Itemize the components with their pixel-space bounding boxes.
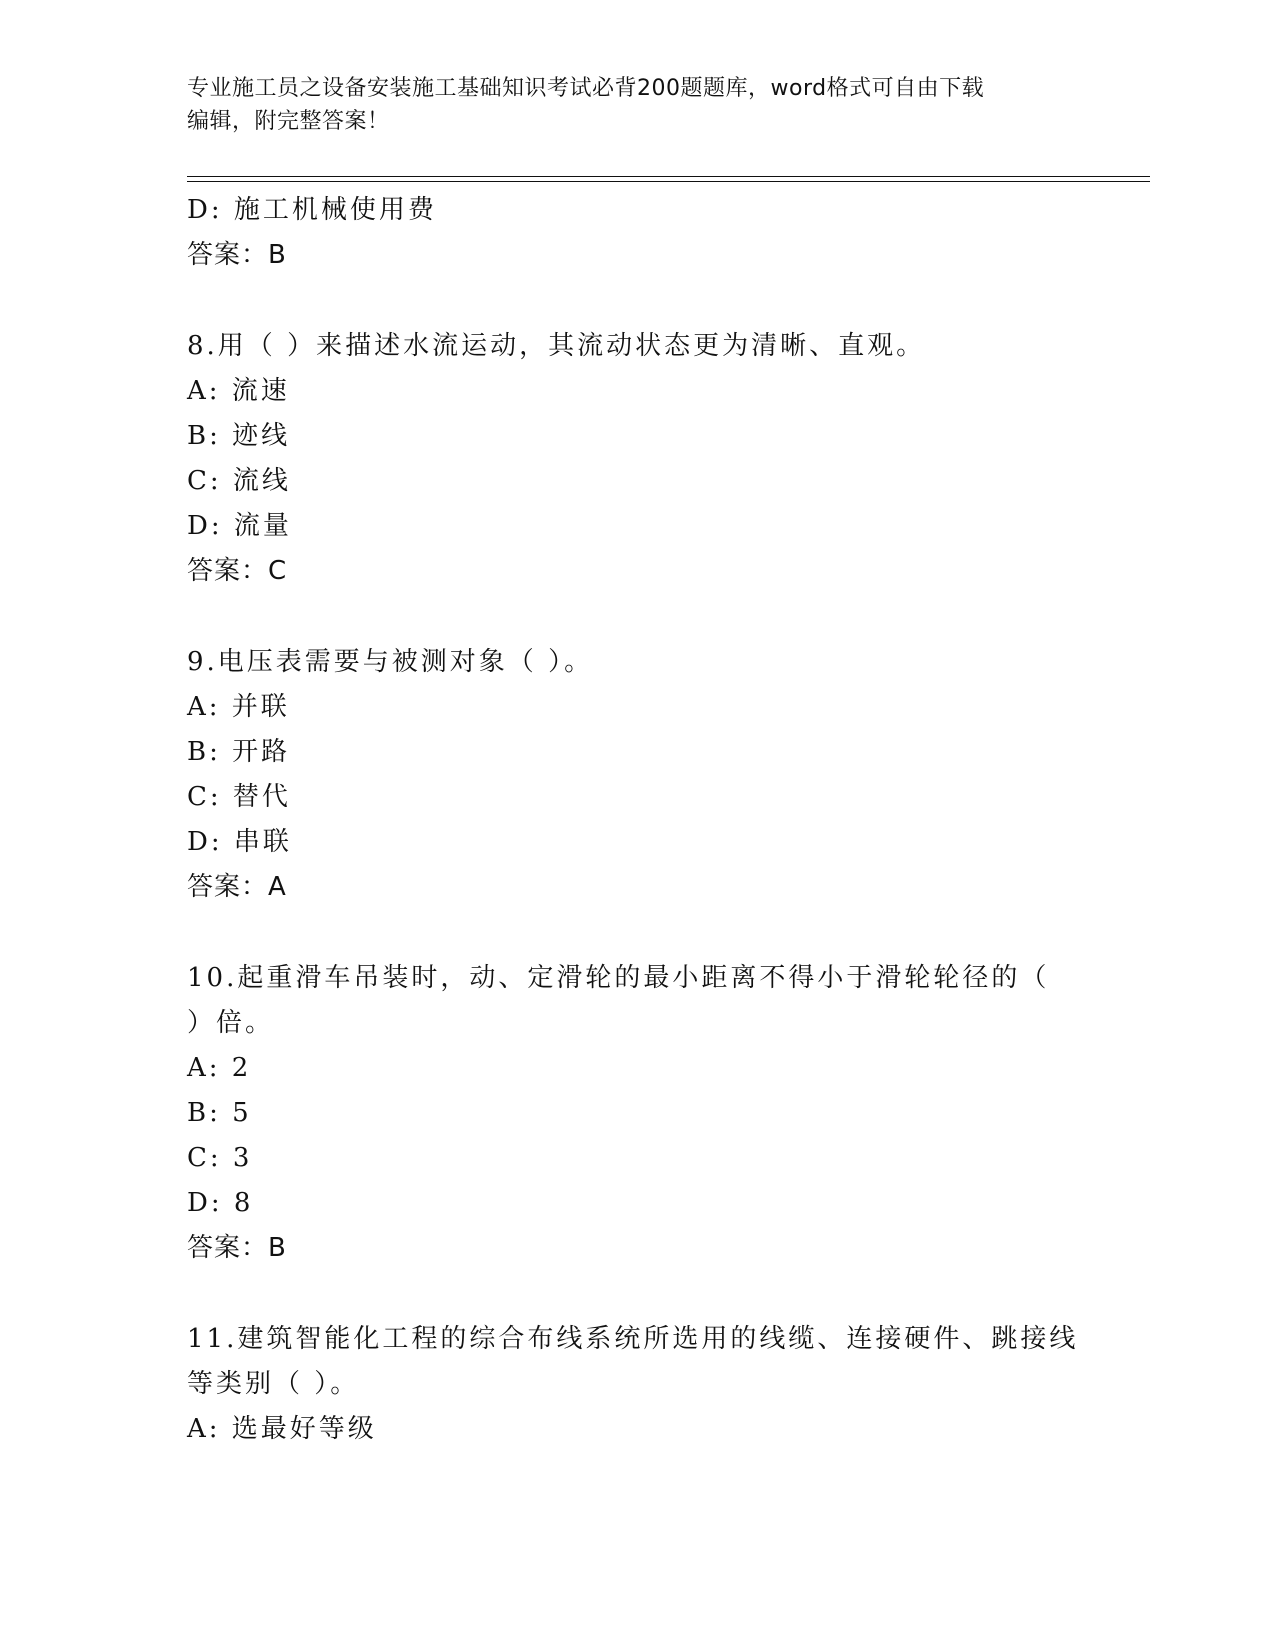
question-text: 9.电压表需要与被测对象（ ）。 <box>187 647 594 677</box>
option-d: D: 8 <box>187 1188 254 1218</box>
question-list <box>187 188 1087 1452</box>
question-text-line-2: ）倍。 <box>187 1008 275 1038</box>
answer: 答案：B <box>187 240 287 270</box>
option-c: C: 流线 <box>187 466 291 496</box>
option-b: B: 开路 <box>187 737 291 767</box>
option-a: A: 2 <box>187 1053 252 1083</box>
option-a: A: 流速 <box>187 376 290 406</box>
question-10 <box>187 956 1087 1271</box>
question-text-line-1: 10.起重滑车吊装时，动、定滑轮的最小距离不得小于滑轮轮径的（ <box>187 963 1050 993</box>
header-divider-top <box>187 176 1150 177</box>
answer: 答案：C <box>187 556 288 586</box>
option-a: A: 并联 <box>187 692 290 722</box>
question-9 <box>187 640 1087 910</box>
option-d: D: 流量 <box>187 511 292 541</box>
option-c: C: 替代 <box>187 782 291 812</box>
header-divider-bottom <box>187 181 1150 182</box>
question-text: 8.用（ ）来描述水流运动，其流动状态更为清晰、直观。 <box>187 331 926 361</box>
header-title-line-1: 专业施工员之设备安装施工基础知识考试必背200题题库，word格式可自由下载 <box>187 76 985 101</box>
option-c: C: 3 <box>187 1143 253 1173</box>
question-text-line-1: 11.建筑智能化工程的综合布线系统所选用的线缆、连接硬件、跳接线 <box>187 1324 1079 1354</box>
answer: 答案：A <box>187 872 287 902</box>
answer: 答案：B <box>187 1233 287 1263</box>
question-7-tail <box>187 188 1087 278</box>
option-a: A: 选最好等级 <box>187 1414 377 1444</box>
option-d: D: 施工机械使用费 <box>187 195 437 225</box>
header-title-line-2: 编辑，附完整答案！ <box>187 109 390 134</box>
question-text-line-2: 等类别（ ）。 <box>187 1369 360 1399</box>
option-d: D: 串联 <box>187 827 292 857</box>
question-11 <box>187 1317 1087 1452</box>
document-header <box>187 72 1087 138</box>
option-b: B: 迹线 <box>187 421 291 451</box>
option-b: B: 5 <box>187 1098 252 1128</box>
question-8 <box>187 324 1087 594</box>
